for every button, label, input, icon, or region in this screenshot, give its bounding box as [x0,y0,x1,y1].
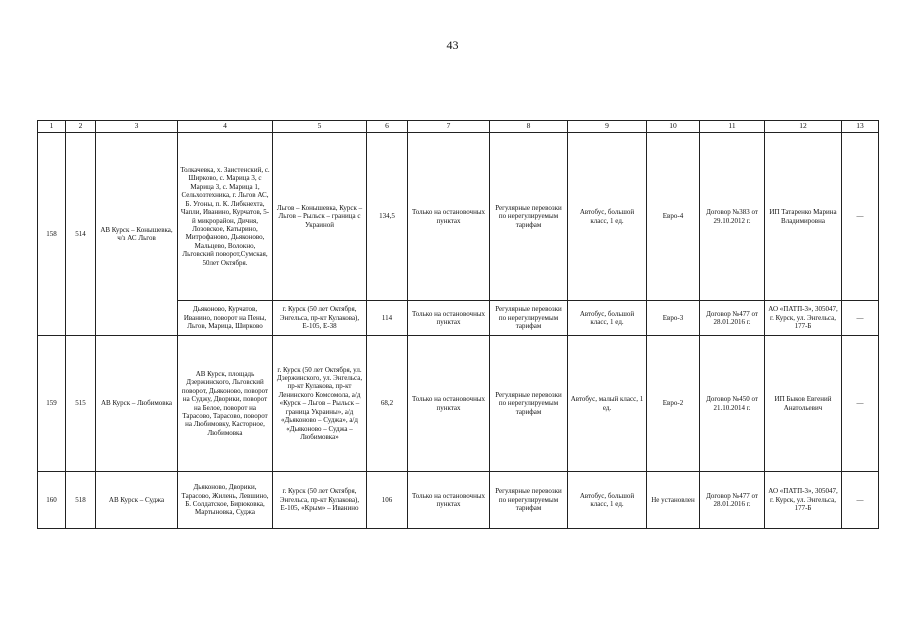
stop-order-cell: Только на остановочных пунктах [408,133,490,301]
vehicle-cell: Автобус, большой класс, 1 ед. [568,301,647,336]
eco-class-cell: Евро-4 [647,133,700,301]
route-number-cell: 515 [66,336,96,472]
route-name-cell: АВ Курск – Суджа [96,472,178,529]
eco-class-cell: Не установлен [647,472,700,529]
header-cell: 5 [273,121,367,133]
notes-cell: — [842,133,879,301]
length-cell: 68,2 [367,336,408,472]
stop-order-cell: Только на остановочных пунктах [408,301,490,336]
notes-cell: — [842,336,879,472]
header-cell: 6 [367,121,408,133]
route-name-cell: АВ Курск – Конышевка, ч/з АС Льгов [96,133,178,336]
contract-cell: Договор №477 от 28.01.2016 г. [700,301,765,336]
header-cell: 13 [842,121,879,133]
table-row [38,336,879,472]
length-cell: 114 [367,301,408,336]
vehicle-cell: Автобус, малый класс, 1 ед. [568,336,647,472]
streets-cell: г. Курск (50 лет Октября, Энгельса, пр-кт Кулакова), Е-105, «Крым» – Иванино [273,472,367,529]
route-name-cell: АВ Курск – Любимовка [96,336,178,472]
stop-order-cell: Только на остановочных пунктах [408,472,490,529]
vehicle-cell: Автобус, большой класс, 1 ед. [568,472,647,529]
carrier-cell: ИП Быков Евгений Анатольевич [765,336,842,472]
route-index-cell: 159 [38,336,66,472]
streets-cell: г. Курск (50 лет Октября, ул. Дзержинского, ул. Энгельса, пр-кт Кулакова, пр-кт Ленинского Комсомола, а/д «Курск – Льгов – Рыльск – граница Украины», а/д «Дьяконово – Суджа», а/д «Дьяконово – Суджа – Любимовка» [273,336,367,472]
page-number: 43 [446,38,459,52]
notes-cell: — [842,301,879,336]
header-cell: 12 [765,121,842,133]
streets-cell: Льгов – Конышевка, Курск – Льгов – Рыльск – граница с Украиной [273,133,367,301]
header-cell: 10 [647,121,700,133]
eco-class-cell: Евро-2 [647,336,700,472]
header-cell: 1 [38,121,66,133]
header-cell: 4 [178,121,273,133]
table-row [38,133,879,301]
streets-cell: г. Курск (50 лет Октября, Энгельса, пр-кт Кулакова), Е-105, Е-38 [273,301,367,336]
header-cell: 7 [408,121,490,133]
header-cell: 11 [700,121,765,133]
route-number-cell: 514 [66,133,96,336]
transport-type-cell: Регулярные перевозки по нерегулируемым тарифам [490,301,568,336]
header-row [38,121,879,133]
table-row [38,472,879,529]
transport-type-cell: Регулярные перевозки по нерегулируемым тарифам [490,472,568,529]
length-cell: 106 [367,472,408,529]
contract-cell: Договор №450 от 21.10.2014 г. [700,336,765,472]
transport-type-cell: Регулярные перевозки по нерегулируемым тарифам [490,133,568,301]
eco-class-cell: Евро-3 [647,301,700,336]
header-cell: 9 [568,121,647,133]
stops-cell: АВ Курск, площадь Дзержинского, Льговский поворот, Дьяконово, поворот на Суджу, Дворики, поворот на Белое, поворот на Тарасово, Тарасово, поворот на Любимовку, Касторное, Любимовка [178,336,273,472]
header-cell: 8 [490,121,568,133]
routes-table [37,120,879,529]
stops-cell: Толкачевка, х. Заистенский, с. Ширково, с. Марица 3, с Марица 3, с. Марица 1, Сельхозтехника, г. Льгов АС, Б. Угоны, п. К. Либкнехта, Чапли, Иванино, Курчатов, 5-й микрорайон, Дичня, Лозовское, Катырино, Митрофаново, Дьяконово, Мальцево, Волокно, Льговский поворот,Сумская, 50лет Октября. [178,133,273,301]
stop-order-cell: Только на остановочных пунктах [408,336,490,472]
contract-cell: Договор №383 от 29.10.2012 г. [700,133,765,301]
header-cell: 3 [96,121,178,133]
contract-cell: Договор №477 от 28.01.2016 г. [700,472,765,529]
header-cell: 2 [66,121,96,133]
route-number-cell: 518 [66,472,96,529]
carrier-cell: АО «ПАТП-3», 305047, г. Курск, ул. Энгельса, 177-Б [765,472,842,529]
carrier-cell: АО «ПАТП-3», 305047, г. Курск, ул. Энгельса, 177-Б [765,301,842,336]
carrier-cell: ИП Татаренко Марина Владимировна [765,133,842,301]
stops-cell: Дьяконово, Дворики, Тарасово, Жилень, Левшино, Б. Солдатское, Бирюковка, Мартыновка, Суджа [178,472,273,529]
stops-cell: Дьяконово, Курчатов, Иванино, поворот на Пены, Льгов, Марица, Ширково [178,301,273,336]
transport-type-cell: Регулярные перевозки по нерегулируемым тарифам [490,336,568,472]
vehicle-cell: Автобус, большой класс, 1 ед. [568,133,647,301]
notes-cell: — [842,472,879,529]
route-index-cell: 158 [38,133,66,336]
length-cell: 134,5 [367,133,408,301]
route-index-cell: 160 [38,472,66,529]
